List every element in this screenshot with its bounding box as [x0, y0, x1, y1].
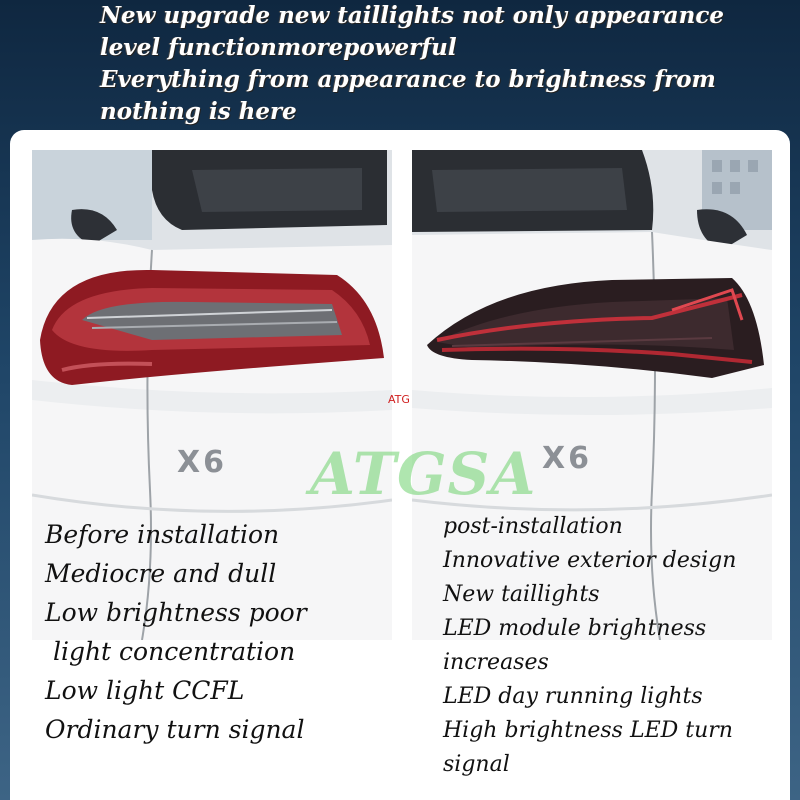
headline-line-2: level functionmorepowerful — [100, 34, 457, 61]
after-line: High brightness LED turn — [443, 718, 733, 743]
after-line: LED day running lights — [443, 684, 703, 709]
after-line: signal — [443, 752, 510, 777]
headline-line-3: Everything from appearance to brightness from — [100, 66, 716, 93]
before-line: Mediocre and dull — [45, 559, 277, 588]
after-caption — [443, 510, 783, 782]
before-line: light concentration — [45, 637, 296, 666]
atg-mark: ATG — [388, 393, 410, 406]
after-line: LED module brightness — [443, 616, 707, 641]
before-badge: X6 — [177, 445, 228, 480]
after-line: increases — [443, 650, 549, 675]
after-line: post-installation — [443, 514, 623, 539]
headline — [100, 0, 790, 128]
headline-line-1: New upgrade new taillights not only appearance — [100, 2, 724, 29]
comparison-card — [10, 130, 790, 800]
before-line: Before installation — [45, 520, 280, 549]
before-line: Low brightness poor — [45, 598, 307, 627]
before-caption — [45, 515, 375, 749]
after-badge: X6 — [542, 441, 593, 476]
after-line: Innovative exterior design — [443, 548, 737, 573]
before-line: Ordinary turn signal — [45, 715, 305, 744]
before-line: Low light CCFL — [45, 676, 245, 705]
watermark: ATGSA — [310, 440, 537, 508]
after-line: New taillights — [443, 582, 600, 607]
headline-line-4: nothing is here — [100, 98, 297, 125]
